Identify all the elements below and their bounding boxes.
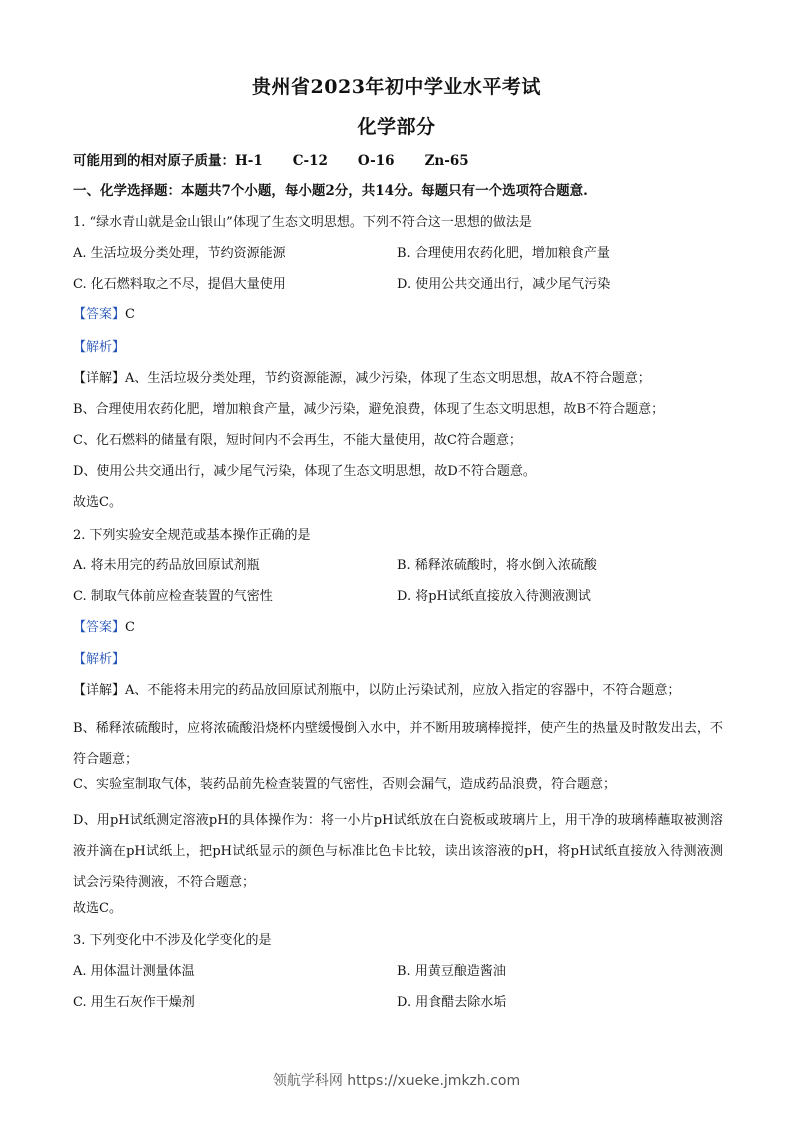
- q2-option-b: B. 稀释浓硫酸时，将水倒入浓硫酸: [397, 558, 597, 573]
- q2-option-c: C. 制取气体前应检查装置的气密性: [73, 589, 273, 604]
- q3-option-a: A. 用体温计测量体温: [73, 964, 195, 979]
- q1-detail-tag: 【详解】: [73, 371, 126, 386]
- q3-option-c: C. 用生石灰作干燥剂: [73, 995, 195, 1010]
- q1-conclusion: 故选C。: [73, 495, 122, 510]
- q1-detail-a-text: A、生活垃圾分类处理，节约资源能源，减少污染，体现了生态文明思想，故A不符合题意；: [125, 371, 651, 386]
- q2-detail-c: C、实验室制取气体，装药品前先检查装置的气密性，否则会漏气，造成药品浪费，符合题意；: [73, 777, 616, 792]
- q1-answer-value: C: [125, 307, 135, 322]
- q1-option-d: D. 使用公共交通出行，减少尾气污染: [397, 277, 611, 292]
- q1-option-a: A. 生活垃圾分类处理，节约资源能源: [73, 246, 286, 261]
- q2-stem: 2. 下列实验安全规范或基本操作正确的是: [73, 528, 311, 543]
- q1-answer: [73, 306, 135, 324]
- q1-answer-tag: 【答案】: [73, 307, 126, 322]
- page-title: 贵州省2023年初中学业水平考试: [252, 76, 541, 98]
- atomic-mass-o: O-16: [357, 153, 395, 169]
- footer-watermark: 领航学科网 https://xueke.jmkzh.com: [272, 1073, 521, 1089]
- q2-detail-a: [73, 682, 680, 700]
- q2-option-a: A. 将未用完的药品放回原试剂瓶: [73, 558, 260, 573]
- atomic-mass-h: H-1: [235, 153, 263, 169]
- q2-option-d: D. 将pH试纸直接放入待测液测试: [397, 589, 591, 604]
- q2-conclusion: 故选C。: [73, 901, 122, 916]
- q1-detail-c: C、化石燃料的储量有限，短时间内不会再生，不能大量使用，故C符合题意；: [73, 433, 522, 448]
- atomic-mass-line: [73, 152, 469, 170]
- q2-answer-tag: 【答案】: [73, 620, 126, 635]
- q1-stem: 1. “绿水青山就是金山银山”体现了生态文明思想。下列不符合这一思想的做法是: [73, 215, 532, 230]
- q2-answer-value: C: [125, 620, 135, 635]
- q2-detail-b: B、稀释浓硫酸时，应将浓硫酸沿烧杯内壁缓慢倒入水中，并不断用玻璃棒搅拌，使产生的热量及时散发出去，不符合题意；: [73, 721, 723, 767]
- q1-analysis: [73, 339, 125, 357]
- atomic-mass-zn: Zn-65: [424, 153, 469, 169]
- q1-option-b: B. 合理使用农药化肥，增加粮食产量: [397, 246, 610, 261]
- q2-answer: [73, 619, 135, 637]
- q2-detail-tag: 【详解】: [73, 683, 126, 698]
- q3-option-d: D. 用食醋去除水垢: [397, 995, 507, 1010]
- q1-detail-d: D、使用公共交通出行，减少尾气污染，体现了生态文明思想，故D不符合题意。: [73, 464, 536, 479]
- q2-analysis-tag: 【解析】: [73, 652, 126, 667]
- q3-stem: 3. 下列变化中不涉及化学变化的是: [73, 933, 272, 948]
- q2-analysis: [73, 651, 125, 669]
- q1-detail-b: B、合理使用农药化肥，增加粮食产量，减少污染，避免浪费，体现了生态文明思想，故B不符合题意；: [73, 402, 665, 417]
- q1-option-c: C. 化石燃料取之不尽，提倡大量使用: [73, 277, 286, 292]
- q1-analysis-tag: 【解析】: [73, 340, 126, 355]
- q1-detail-a: [73, 370, 651, 388]
- section-heading: 一、化学选择题：本题共7个小题，每小题2分，共14分。每题只有一个选项符合题意.: [73, 183, 588, 199]
- q2-detail-d: D、用pH试纸测定溶液pH的具体操作为：将一小片pH试纸放在白瓷板或玻璃片上，用干净的玻璃棒蘸取被测溶液并滴在pH试纸上，把pH试纸显示的颜色与标准比色卡比较，读出该溶液的pH，将pH试纸直接放入待测液测试会污染待测液，不符合题意；: [73, 813, 723, 890]
- page-subtitle: 化学部分: [357, 116, 436, 138]
- q3-option-b: B. 用黄豆酿造酱油: [397, 964, 506, 979]
- q2-detail-a-text: A、不能将未用完的药品放回原试剂瓶中，以防止污染试剂，应放入指定的容器中，不符合题意；: [125, 683, 681, 698]
- atomic-mass-label: 可能用到的相对原子质量：: [73, 153, 235, 169]
- atomic-mass-c: C-12: [292, 153, 328, 169]
